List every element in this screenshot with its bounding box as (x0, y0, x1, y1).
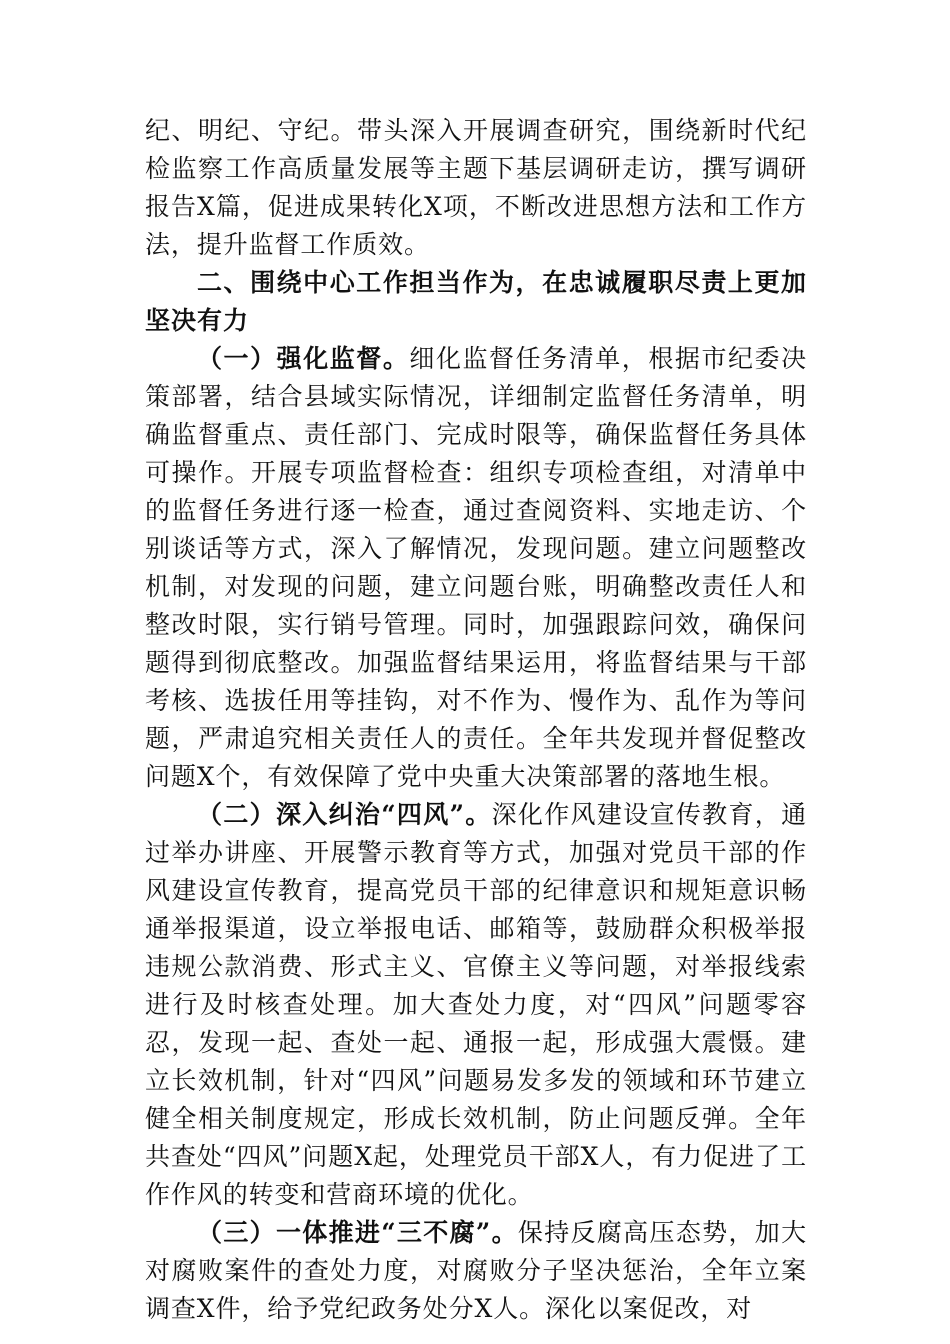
paragraph-item-1 (145, 340, 807, 796)
section-heading-text: 二、围绕中心工作担当作为，在忠诚履职尽责上更加坚决有力 (145, 268, 807, 335)
paragraph-continued-text: 纪、明纪、守纪。带头深入开展调查研究，围绕新时代纪检监察工作高质量发展等主题下基层调研走访，撰写调研报告X篇，促进成果转化X项，不断改进思想方法和工作方法，提升监督工作质效。 (145, 116, 807, 259)
item-1-title: （一）强化监督。 (197, 344, 410, 373)
paragraph-continued (145, 112, 807, 264)
item-1-body: 细化监督任务清单，根据市纪委决策部署，结合县域实际情况，详细制定监督任务清单，明确监督重点、责任部门、完成时限等，确保监督任务具体可操作。开展专项监督检查：组织专项检查组，对清单中的监督任务进行逐一检查，通过查阅资料、实地走访、个别谈话等方式，深入了解情况，发现问题。建立问题整改机制，对发现的问题，建立问题台账，明确整改责任人和整改时限，实行销号管理。同时，加强跟踪问效，确保问题得到彻底整改。加强监督结果运用，将监督结果与干部考核、选拔任用等挂钩，对不作为、慢作为、乱作为等问题，严肃追究相关责任人的责任。全年共发现并督促整改问题X个，有效保障了党中央重大决策部署的落地生根。 (145, 344, 807, 791)
item-2-title: （二）深入纠治“四风”。 (197, 800, 492, 829)
paragraph-item-2 (145, 796, 807, 1214)
document-body (145, 112, 807, 1328)
item-3-body: 保持反腐高压态势，加大对腐败案件的查处力度，对腐败分子坚决惩治，全年立案调查X件，给予党纪政务处分X人。深化以案促改，对 (145, 1218, 807, 1323)
item-3-title: （三）一体推进“三不腐”。 (197, 1218, 518, 1247)
item-2-body: 深化作风建设宣传教育，通过举办讲座、开展警示教育等方式，加强对党员干部的作风建设宣传教育，提高党员干部的纪律意识和规矩意识畅通举报渠道，设立举报电话、邮箱等，鼓励群众积极举报违规公款消费、形式主义、官僚主义等问题，对举报线索进行及时核查处理。加大查处力度，对“四风”问题零容忍，发现一起、查处一起、通报一起，形成强大震慑。建立长效机制，针对“四风”问题易发多发的领域和环节建立健全相关制度规定，形成长效机制，防止问题反弹。全年共查处“四风”问题X起，处理党员干部X人，有力促进了工作作风的转变和营商环境的优化。 (145, 800, 807, 1209)
paragraph-item-3 (145, 1214, 807, 1328)
section-heading (145, 264, 807, 340)
